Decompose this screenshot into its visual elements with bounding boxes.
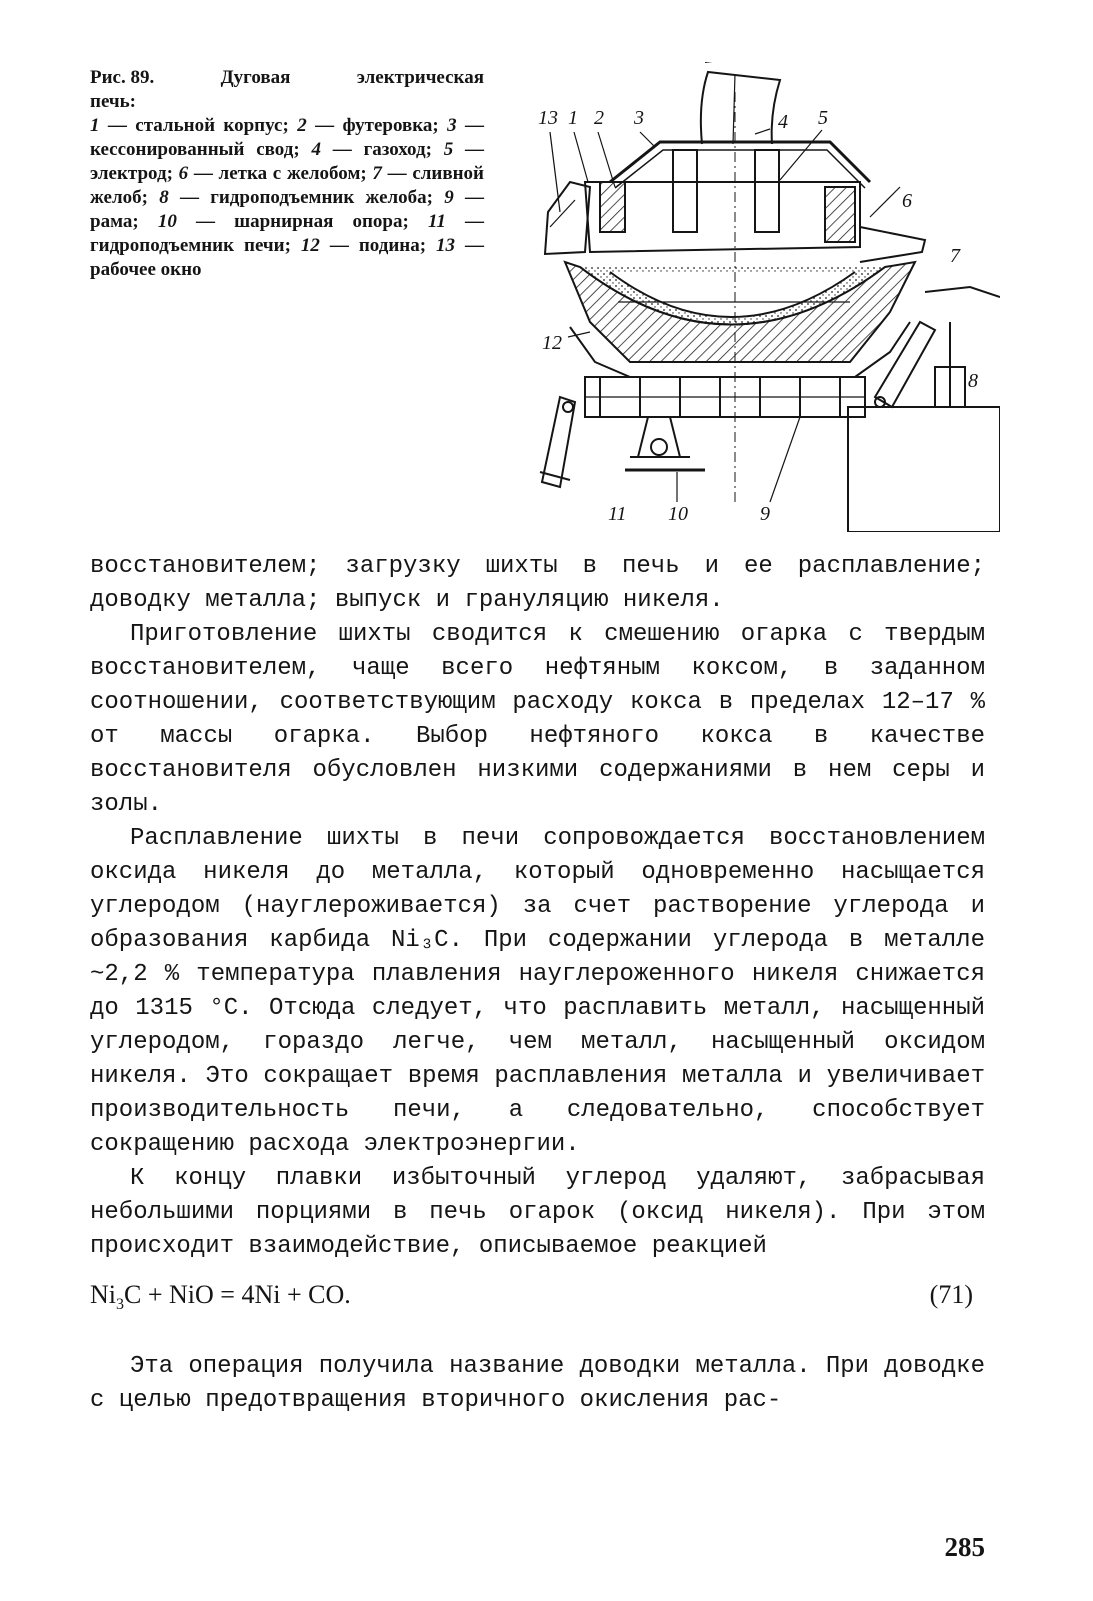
spout-lift bbox=[875, 322, 935, 407]
caption-item-text: гидроподъемник печи; bbox=[90, 235, 291, 256]
caption-item-text: гидроподъемник желоба; bbox=[210, 187, 433, 208]
caption-item-number: 7 bbox=[372, 163, 382, 184]
figure-label-6: 6 bbox=[902, 190, 912, 212]
figure-label-8: 8 bbox=[968, 370, 978, 392]
caption-item-number: 10 bbox=[157, 211, 177, 232]
caption-item-text: сливной желоб; bbox=[90, 163, 485, 208]
hinge-support bbox=[638, 417, 680, 457]
caption-item-text: стальной корпус; bbox=[135, 115, 289, 136]
figure-label-9: 9 bbox=[760, 503, 770, 525]
arc-furnace-figure bbox=[530, 62, 1000, 532]
equation-term: Ni bbox=[90, 1280, 116, 1309]
caption-item-text: рабочее окно bbox=[90, 259, 202, 280]
caption-item-number: 4 bbox=[311, 139, 321, 160]
equation-term: C + NiO = 4Ni + CO. bbox=[124, 1280, 351, 1309]
figure-label-10: 10 bbox=[668, 503, 688, 525]
caption-item-text: подина; bbox=[358, 235, 427, 256]
caption-item-number: 8 bbox=[159, 187, 169, 208]
caption-item-number: 2 bbox=[297, 115, 307, 136]
figure-label-11: 11 bbox=[608, 503, 627, 525]
figure-label-5: 5 bbox=[818, 107, 828, 129]
caption-heading bbox=[90, 66, 484, 90]
paragraph: К концу плавки избыточный углерод удаляют, забрасывая небольшими порциями в печь огарок (оксид никеля). При этом происходит взаимодействие, описываемое реакцией bbox=[90, 1165, 985, 1260]
paragraph: Приготовление шихты сводится к смешению огарка с твердым восстановителем, чаще всего нефтяным коксом, в заданном соотношении, соответствующим расходу кокса в пределах 12–17 % от массы огарка. Выбор нефтяного кокса в качестве восстановителя обусловлен низкими содержаниями в нем серы и золы. bbox=[90, 621, 985, 818]
caption-item-text: рама; bbox=[90, 211, 139, 232]
figure-label-1: 1 bbox=[568, 107, 578, 129]
electrode-column bbox=[701, 62, 780, 144]
caption-item-number: 13 bbox=[436, 235, 456, 256]
caption-item-number: 12 bbox=[300, 235, 320, 256]
caption-item-number: 6 bbox=[178, 163, 189, 184]
figure-label-13: 13 bbox=[538, 107, 558, 129]
caption-title-word: электрическая bbox=[356, 67, 484, 88]
caption-item-text: кессонированный свод; bbox=[90, 139, 300, 160]
tap-spout bbox=[860, 227, 925, 262]
caption-item-text: электрод; bbox=[90, 163, 173, 184]
figure-label-3: 3 bbox=[634, 107, 644, 129]
paragraph-continued: восстановителем; загрузку шихты в печь и ее расплавление; доводку металла; выпуск и грануляцию никеля. bbox=[90, 553, 985, 614]
figure-label-12: 12 bbox=[542, 332, 562, 354]
equation-subscript: 3 bbox=[116, 1296, 124, 1314]
caption-item-number: 1 bbox=[90, 115, 100, 136]
figure-label-4: 4 bbox=[778, 111, 788, 133]
working-window bbox=[545, 182, 590, 254]
caption-items: 1 — стальной корпус; 2 — футеровка; 3 — кессонированный свод; 4 — газоход; 5 — электрод; 6 — летка с желобом; 7 — сливной желоб; 8 — гидроподъемник желоба; 9 — рама; 10 — шарнирная опора; 11 — гидроподъемник печи; 12 — подина; 13 — рабочее окно bbox=[90, 115, 485, 280]
furnace-drawing bbox=[530, 62, 1000, 532]
figure-caption bbox=[90, 66, 484, 282]
caption-item-number: 3 bbox=[447, 115, 457, 136]
caption-item-text: футеровка; bbox=[342, 115, 439, 136]
paragraph: Эта операция получила название доводки металла. При доводке с целью предотвращения вторичного окисления рас- bbox=[90, 1353, 985, 1415]
equation-body bbox=[90, 1278, 351, 1322]
caption-title-word: Дуговая bbox=[220, 67, 291, 88]
caption-item-number: 9 bbox=[444, 187, 454, 208]
electrode bbox=[673, 150, 697, 232]
caption-item-text: шарнирная опора; bbox=[234, 211, 409, 232]
paragraph: Расплавление шихты в печи сопровождается восстановлением оксида никеля до металла, который одновременно насыщается углеродом (науглероживается) за счет растворение углерода и образования карбида Ni₃C. При содержании углерода в металле ~2,2 % температура плавления науглероженного никеля снижается до 1315 °С. Отсюда следует, что расплавить металл, насыщенный углеродом, гораздо легче, чем металл, насыщенный оксидом никеля. Это сокращает время расплавления металла и увеличивает производительность печи, а следовательно, способствует сокращению расхода электроэнергии. bbox=[90, 825, 985, 1158]
page-number: 285 bbox=[944, 1532, 985, 1562]
caption-item-text: газоход; bbox=[363, 139, 432, 160]
figure-label-7: 7 bbox=[950, 245, 960, 267]
electrode bbox=[755, 150, 779, 232]
figure-label-2: 2 bbox=[594, 107, 604, 129]
body-text bbox=[90, 550, 985, 1418]
equation-number: (71) bbox=[929, 1280, 973, 1309]
caption-item-number: 5 bbox=[443, 139, 454, 160]
caption-item-number: 11 bbox=[427, 211, 446, 232]
figure-number: Рис. 89. bbox=[90, 67, 155, 88]
caption-item-text: летка с желобом; bbox=[218, 163, 367, 184]
caption-title-rest: печь: bbox=[90, 91, 136, 112]
equation-71 bbox=[90, 1278, 985, 1322]
